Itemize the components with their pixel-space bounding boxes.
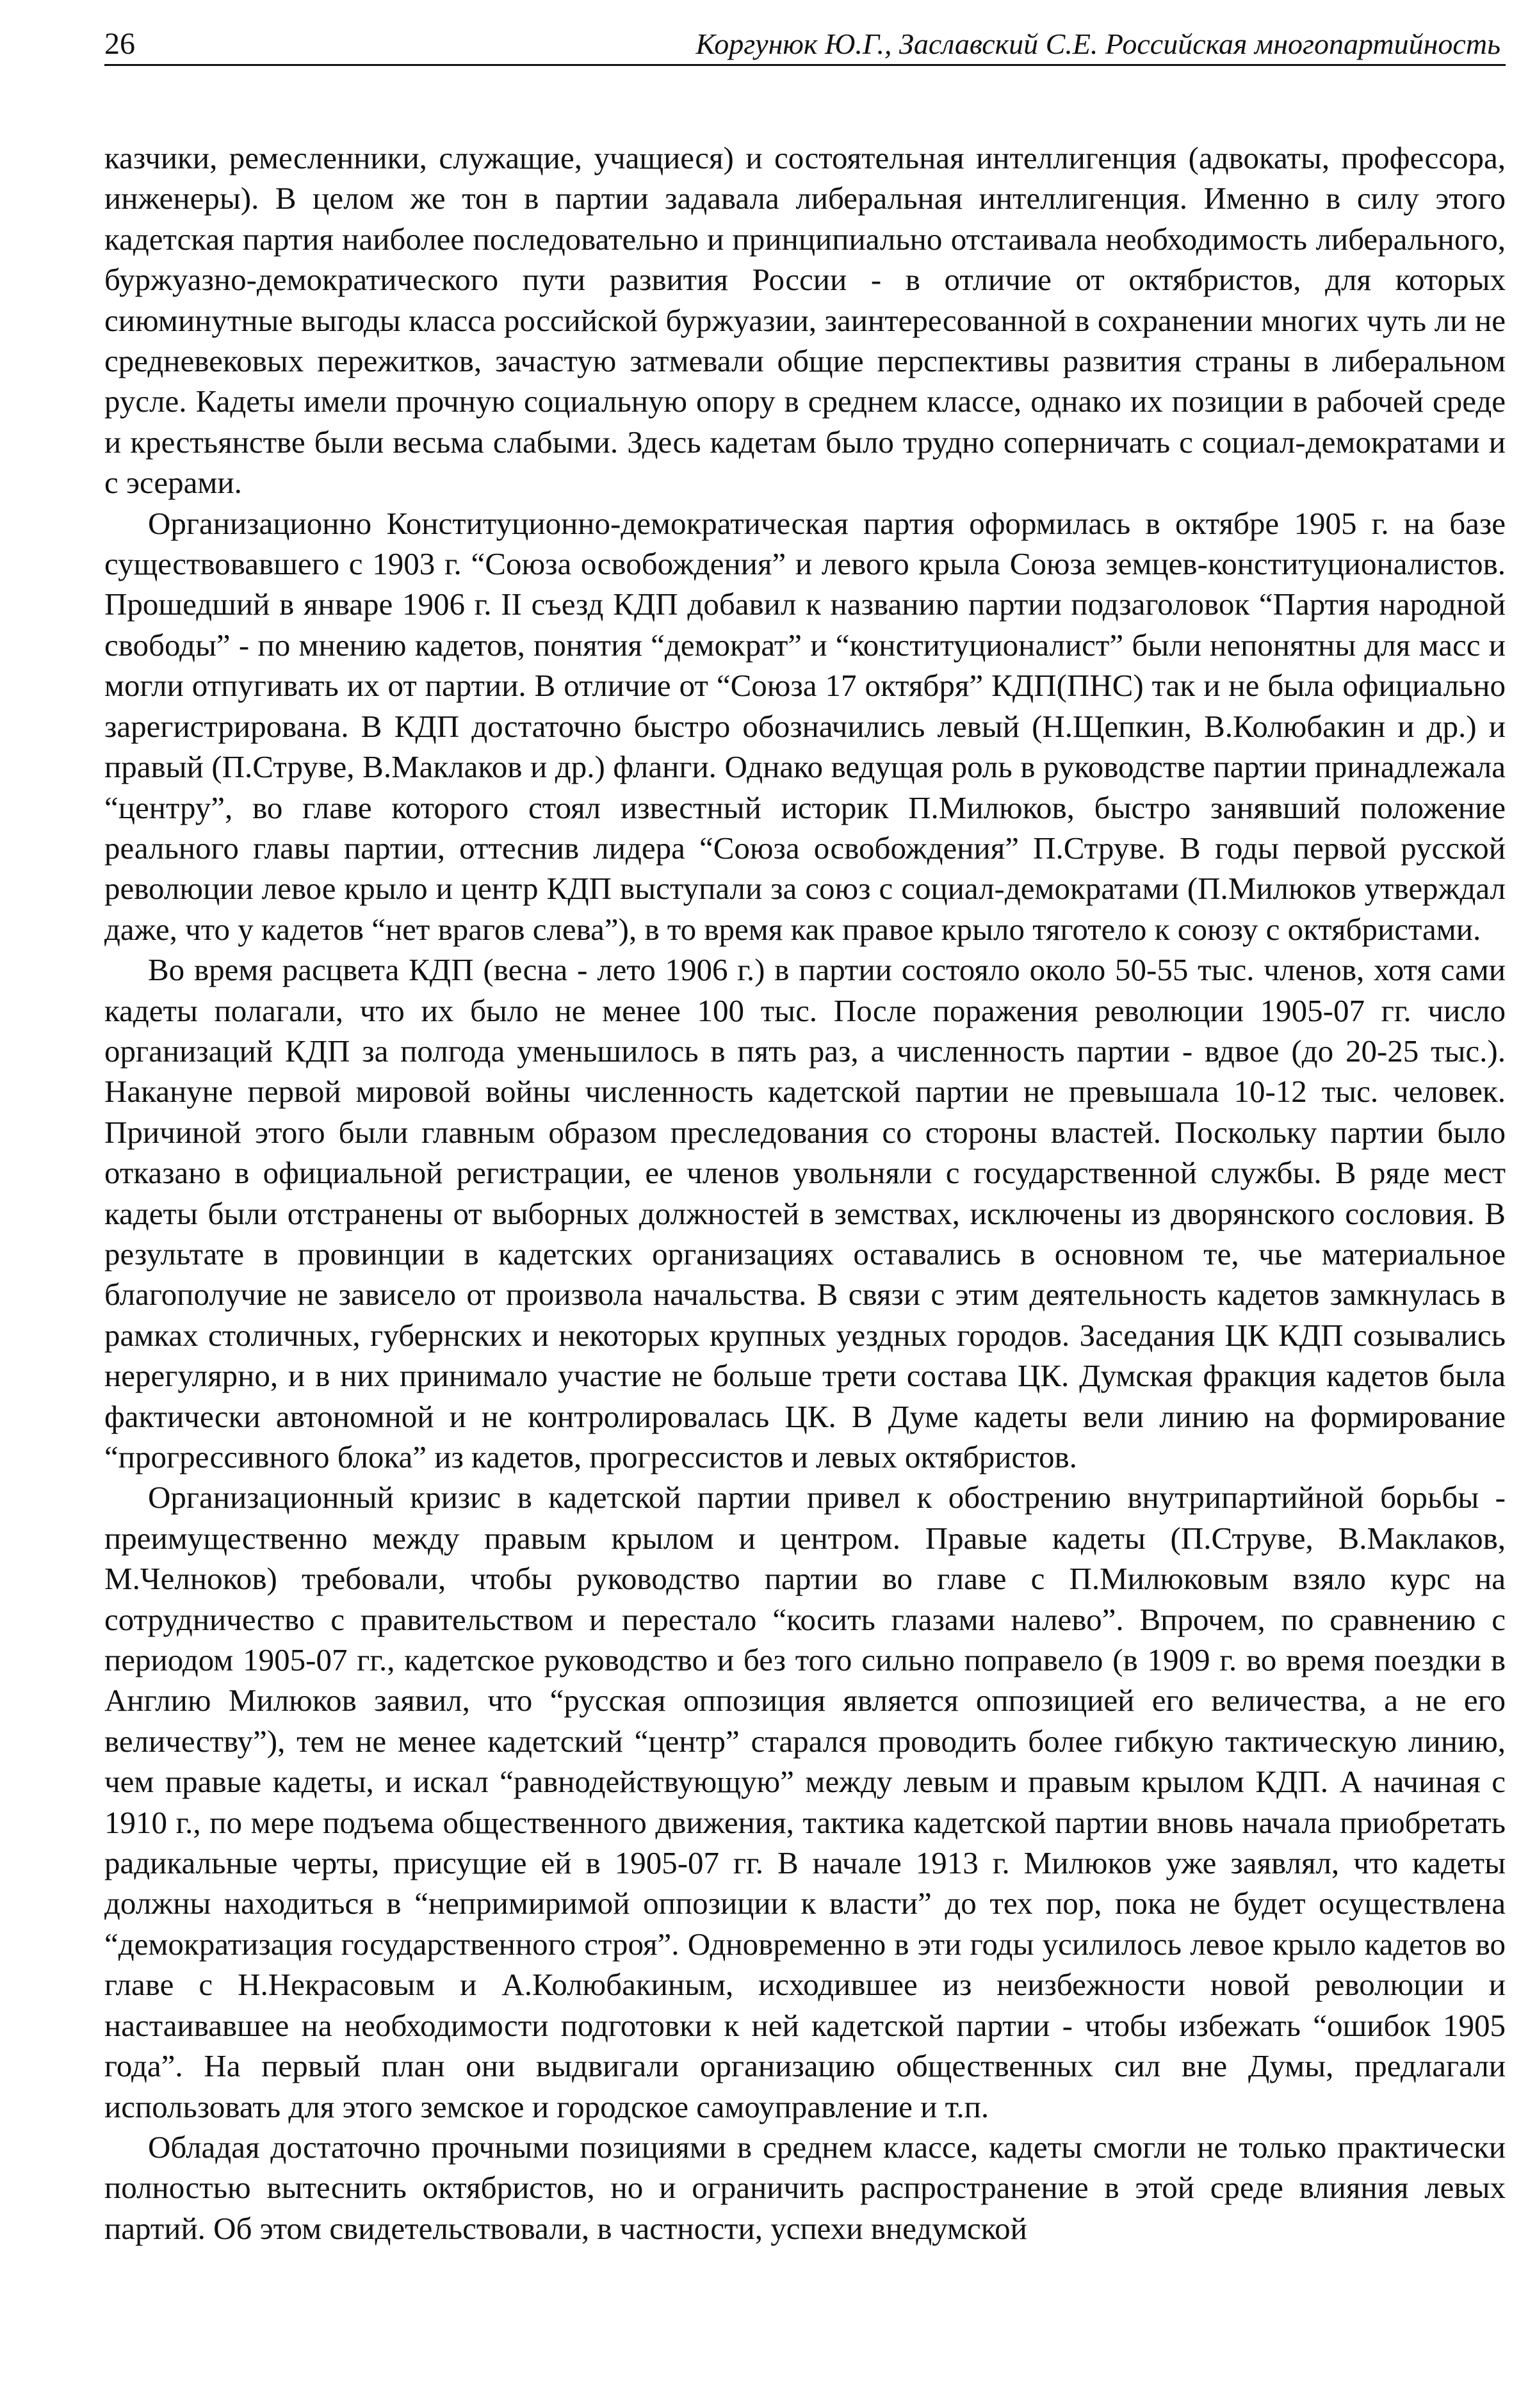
body-text [104,138,1506,2249]
running-head: Коргунюк Ю.Г., Заславский С.Е. Российская многопартийность [695,28,1500,60]
paragraph-5: Обладая достаточно прочными позициями в среднем классе, кадеты смогли не только практически полностью вытеснить октябристов, но и ограничить распространение в этой среде влияния левых партий. Об этом свидетельствовали, в частности, успехи внедумской [104,2129,1506,2246]
paragraph-4: Организационный кризис в кадетской партии привел к обострению внутрипартийной борьбы - преимущественно между правым крылом и центром. Правые кадеты (П.Струве, В.Маклаков, М.Челноков) требовали, чтобы руководство партии во главе с П.Милюковым взяло курс на сотрудничество с правительством и перестало “косить глазами налево”. Впрочем, по сравнению с периодом 1905-07 гг., кадетское руководство и без того сильно поправело (в 1909 г. во время поездки в Англию Милюков заявил, что “русская оппозиция является оппозицией его величества, а не его величеству”), тем не менее кадетский “центр” старался проводить более гибкую тактическую линию, чем правые кадеты, и искал “равнодействующую” между левым и правым крылом КДП. А начиная с 1910 г., по мере подъема общественного движения, тактика кадетской партии вновь начала приобретать радикальные черты, присущие ей в 1905-07 гг. В начале 1913 г. Милюков уже заявлял, что кадеты должны находиться в “непримиримой оппозиции к власти” до тех пор, пока не будет осуществлена “демократизация государственного строя”. Одновременно в эти годы усилилось левое крыло кадетов во главе с Н.Некрасовым и А.Колюбакиным, исходившее из неизбежности новой революции и настаивавшее на необходимости подготовки к ней кадетской партии - чтобы избежать “ошибок 1905 года”. На первый план они выдвигали организацию общественных сил вне Думы, предлагали использовать для этого земское и городское самоуправление и т.п. [104,1480,1506,2124]
page-header [104,24,1506,66]
paragraph-2: Организационно Конституционно-демократическая партия оформилась в октябре 1905 г. на базе существовавшего с 1903 г. “Союза освобождения” и левого крыла Союза земцев-конституционалистов. Прошедший в январе 1906 г. II съезд КДП добавил к названию партии подзаголовок “Партия народной свободы” - по мнению кадетов, понятия “демократ” и “конституционалист” были непонятны для масс и могли отпугивать их от партии. В отличие от “Союза 17 октября” КДП(ПНС) так и не была официально зарегистрирована. В КДП достаточно быстро обозначились левый (Н.Щепкин, В.Колюбакин и др.) и правый (П.Струве, В.Маклаков и др.) фланги. Однако ведущая роль в руководстве партии принадлежала “центру”, во главе которого стоял известный историк П.Милюков, быстро занявший положение реального главы партии, оттеснив лидера “Союза освобождения” П.Струве. В годы первой русской революции левое крыло и центр КДП выступали за союз с социал-демократами (П.Милюков утверждал даже, что у кадетов “нет врагов слева”), в то время как правое крыло тяготело к союзу с октябристами. [104,505,1506,947]
paragraph-3: Во время расцвета КДП (весна - лето 1906 г.) в партии состояло около 50-55 тыс. членов, хотя сами кадеты полагали, что их было не менее 100 тыс. После поражения революции 1905-07 гг. число организаций КДП за полгода уменьшилось в пять раз, а численность партии - вдвое (до 20-25 тыс.). Накануне первой мировой войны численность кадетской партии не превышала 10-12 тыс. человек. Причиной этого были главным образом преследования со стороны властей. Поскольку партии было отказано в официальной регистрации, ее членов увольняли с государственной службы. В ряде мест кадеты были отстранены от выборных должностей в земствах, исключены из дворянского сословия. В результате в провинции в кадетских организациях оставались в основном те, чье материальное благополучие не зависело от произвола начальства. В связи с этим деятельность кадетов замкнулась в рамках столичных, губернских и некоторых крупных уездных городов. Заседания ЦК КДП созывались нерегулярно, и в них принимало участие не больше трети состава ЦК. Думская фракция кадетов была фактически автономной и не контролировалась ЦК. В Думе кадеты вели линию на формирование “прогрессивного блока” из кадетов, прогрессистов и левых октябристов. [104,952,1506,1475]
document-page [104,24,1506,2249]
paragraph-1: казчики, ремесленники, служащие, учащиеся) и состоятельная интеллигенция (адвокаты, профессора, инженеры). В целом же тон в партии задавала либеральная интеллигенция. Именно в силу этого кадетская партия наиболее последовательно и принципиально отстаивала необходимость либерального, буржуазно-демократического пути развития России - в отличие от октябристов, для которых сиюминутные выгоды класса российской буржуазии, заинтересованной в сохранении многих чуть ли не средневековых пережитков, зачастую затмевали общие перспективы развития страны в либеральном русле. Кадеты имели прочную социальную опору в среднем классе, однако их позиции в рабочей среде и крестьянстве были весьма слабыми. Здесь кадетам было трудно соперничать с социал-демократами и с эсерами. [104,140,1506,501]
page-number: 26 [104,27,135,61]
